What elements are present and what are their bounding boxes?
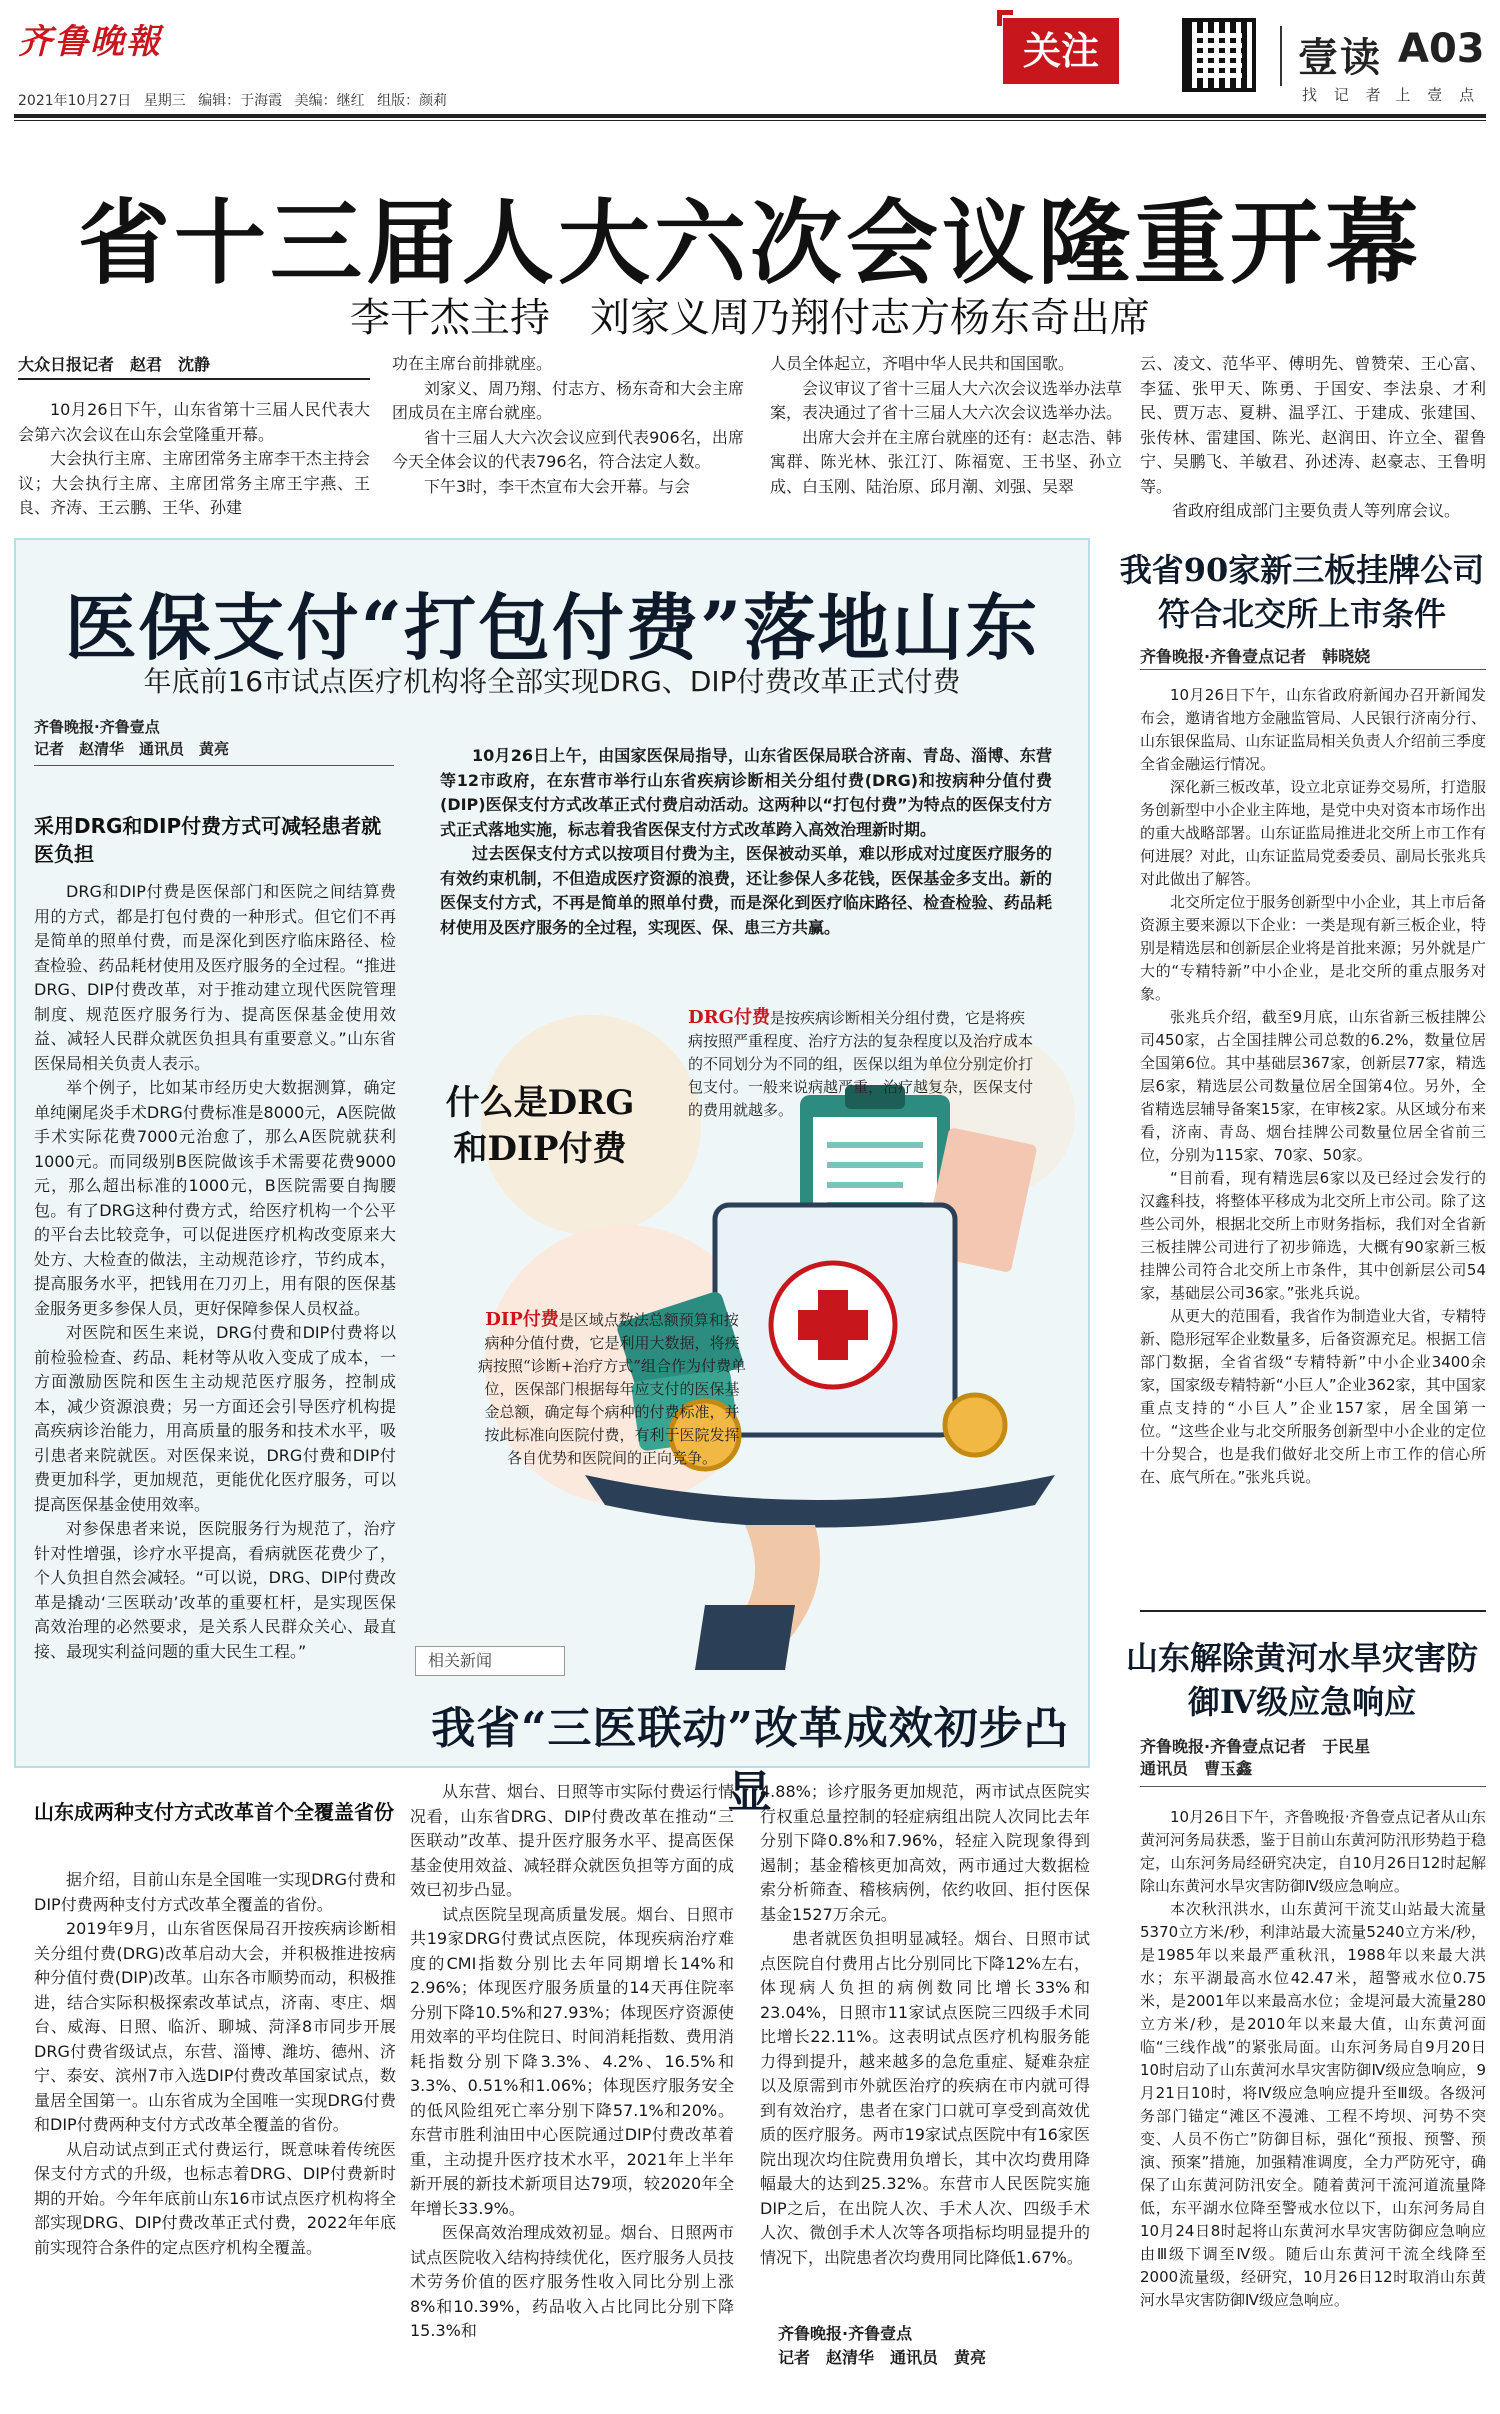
byline-outlet: 齐鲁晚报·齐鲁壹点 [34,718,160,736]
byline-rule [34,765,394,766]
drg-term: DRG付费 [688,1007,770,1028]
paragraph: 大会执行主席、主席团常务主席李干杰主持会议；大会执行主席、主席团常务主席王宇燕、王良、齐涛、王云鹏、王华、孙建 [18,449,370,517]
related-column-1 [410,1780,734,2406]
paragraph: DRG和DIP付费是医保部门和医院之间结算费用的方式，都是打包付费的一种形式。但它们不再是简单的照单付费，而是深化到医疗临床路径、检查检验、药品耗材使用及医疗服务的全过程。“推进DRG、DIP付费改革，对于推动建立现代医院管理制度、规范医疗服务行为、提高医保基金使用效益、减轻人民群众就医负担具有重要意义。”山东省医保局相关负责人表示。 [34,882,396,1073]
paragraph: 会议审议了省十三届人大六次会议选举办法草案，表决通过了省十三届人大六次会议选举办法。 [770,378,1122,422]
section-subhead: 山东成两种支付方式改革首个全覆盖省份 [34,1800,394,1824]
paragraph: 云、凌文、范华平、傅明先、曾赞荣、王心富、李猛、张甲天、陈勇、于国安、李法泉、才利民、贾万志、夏耕、温孚江、于建成、张建国、张传林、雷建国、陈光、赵润田、许立全、翟鲁宁、吴鹏飞、羊敏君、孙述涛、赵豪志、王鲁明等。 [1140,354,1486,496]
paragraph: 北交所定位于服务创新型中小企业，其上市后备资源主要来源以下企业：一类是现有新三板企业，特别是精选层和创新层企业将是首批来源；另外就是广大的“专精特新”中小企业，是北交所的重点服务对象。 [1140,893,1486,1003]
lead-column-1 [18,398,370,528]
qr-code-icon [1182,18,1256,92]
paragraph: 本次秋汛洪水，山东黄河干流艾山站最大流量5370立方米/秒，利津站最大流量5240立方米/秒，是1985年以来最严重秋汛，1988年以来最大洪水；东平湖最高水位42.47米，超警戒水位0.75米，是2001年以来最高水位；金堤河最大流量280立方米/秒，是2010年以来最大值，山东黄河面临“三线作战”的紧张局面。山东河务局自9月20日10时启动了山东黄河水旱灾害防御Ⅳ级应急响应，9月21日10时，将Ⅳ级应急响应提升至Ⅲ级。各级河务部门锚定“滩区不漫滩、工程不垮坝、河势不突变、人员不伤亡”防御目标，强化“预报、预警、预演、预案”措施，加强精准调度，全力严防死守，确保了山东黄河防汛安全。随着黄河干流河道流量降低，东平湖水位降至警戒水位以下，山东河务局自10月24日8时起将山东黄河水旱灾害防御应急响应由Ⅲ级下调至Ⅳ级。随后山东黄河干流全线降至2000流量级，经研究，10月26日12时取消山东黄河水旱灾害防御Ⅳ级应急响应。 [1140,1900,1486,2309]
byline-authors: 记者 赵清华 通讯员 黄亮 [778,2348,987,2367]
drg-definition [688,1006,1034,1122]
byline-authors: 通讯员 曹玉鑫 [1140,1759,1253,1778]
dip-definition [478,1308,746,1470]
sleeve [695,1605,795,1670]
byline-rule [18,378,370,380]
related-news-tag: 相关新闻 [415,1646,565,1676]
header-divider [1280,26,1282,86]
paragraph: 对参保患者来说，医院服务行为规范了，治疗针对性增强，诊疗水平提高，看病就医花费少了，个人负担自然会减轻。“可以说，DRG、DIP付费改革是撬动‘三医联动’改革的重要杠杆，是实现医保高效治理的必然要求，是关系人民群众关心、最直接、最现实利益问题的重大民生工程。” [34,1519,396,1661]
paragraph: 10月26日上午，由国家医保局指导，山东省医保局联合济南、青岛、淄博、东营等12市政府，在东营市举行山东省疾病诊断相关分组付费(DRG)和按病种分值付费(DIP)医保支付方式改革正式付费启动活动。这两种以“打包付费”为特点的医保支付方式正式落地实施，标志着我省医保支付方式改革跨入高效治理新时期。 [440,746,1052,839]
lead-subheadline: 李干杰主持 刘家义周乃翔付志方杨东奇出席 [350,295,1150,341]
paragraph: “目前看，现有精选层6家以及已经过会发行的汉鑫科技，将整体平移成为北交所上市公司。除了这些公司外，根据北交所上市财务指标，我们对全省新三板挂牌公司进行了初步筛选，大概有90家新三板挂牌公司符合北交所上市条件，其中创新层公司54家，基础层公司36家。”张兆兵说。 [1140,1169,1486,1302]
related-headline: 我省“三医联动”改革成效初步凸显 [431,1703,1069,1818]
reporter-tagline: 找 记 者 上 壹 点 [1302,86,1475,104]
paragraph: 10月26日下午，山东省政府新闻办召开新闻发布会，邀请省地方金融监管局、人民银行济南分行、山东银保监局、山东证监局相关负责人介绍前三季度全省金融运行情况。 [1140,686,1486,773]
paragraph: 举个例子，比如某市经历史大数据测算，确定单纯阑尾炎手术DRG付费标准是8000元，A医院做手术实际花费7000元治愈了，那么A医院就获利1000元。而同级别B医院做该手术需要花费9000元，那么超出标准的1000元，B医院需要自掏腰包。有了DRG这种付费方式，给医疗机构一个公平的平台去比较竞争，可以促进医疗机构改变原来大处方、大检查的做法，主动规范诊疗，节约成本，提高服务水平，把钱用在刀刃上，用有限的医保基金服务更多参保人员，更好保障参保人员权益。 [34,1078,396,1318]
follow-badge: 关注 [1003,18,1119,84]
issue-weekday: 星期三 [143,93,186,109]
lead-column-4 [1140,352,1486,528]
section-subhead: 采用DRG和DIP付费方式可减轻患者就医负担 [34,814,382,866]
explainer-question: 什么是DRG和DIP付费 [445,1083,635,1169]
proof-credit: 组版：颜莉 [377,93,448,109]
byline-authors: 记者 赵清华 通讯员 黄亮 [34,740,230,758]
paragraph: 深化新三板改革，设立北京证券交易所，打造服务创新型中小企业主阵地，是党中央对资本市场作出的重大战略部署。山东证监局推进北交所上市工作有何进展？对此，山东证监局党委委员、副局长张兆兵对此做出了解答。 [1140,778,1486,888]
issue-meta [18,90,447,110]
sidebar-body-2 [1140,1806,1486,2406]
byline-outlet: 齐鲁晚报·齐鲁壹点 [778,2324,913,2343]
feature-subheadline: 年底前16市试点医疗机构将全部实现DRG、DIP付费改革正式付费 [143,665,961,698]
section-name: 壹读 [1298,35,1382,81]
header-rule-thin [14,120,1486,121]
dip-term: DIP付费 [485,1309,559,1330]
paragraph: 2019年9月，山东省医保局召开按疾病诊断相关分组付费(DRG)改革启动大会，并积极推进按病种分值付费(DIP)改革。山东各市顺势而动，积极推进，结合实际积极探索改革试点，济南、枣庄、烟台、威海、日照、临沂、聊城、菏泽8市同步开展DRG付费省级试点，东营、淄博、潍坊、德州、济宁、泰安、滨州7市入选DIP付费改革国家试点，数量居全国第一。山东省成为全国唯一实现DRG付费和DIP付费两种支付方式改革全覆盖的省份。 [34,1919,396,2134]
feature-column-1 [34,880,396,1760]
lead-byline: 大众日报记者 赵君 沈静 [18,355,211,374]
feature-byline [34,716,229,760]
paragraph: 刘家义、周乃翔、付志方、杨东奇和大会主席团成员在主席台就座。 [392,378,744,422]
paragraph: 出席大会并在主席台就座的还有：赵志浩、韩寓群、陈光林、张江汀、陈福宽、王书坚、孙立成、白玉刚、陆治原、邱月潮、刘强、吴翠 [770,427,1122,496]
newspaper-logo: 齐鲁晚報 [18,22,162,62]
paragraph: 患者就医负担明显减轻。烟台、日照市试点医院自付费用占比分别同比下降12%左右，体现病人负担的病例数同比增长33%和23.04%，日照市11家试点医院三四级手术同比增长22.11%。这表明试点医疗机构服务能力得到提升，越来越多的急危重症、疑难杂症以及原需到市外就医治疗的疾病在市内就可得到有效治疗，患者在家门口就可享受到高效优质的医疗服务。两市19家试点医院中有16家医院出现次均住院费用负增长，其中次均费用降幅最大的达到25.32%。东营市人民医院实施DIP之后，在出院人次、手术人次、四级手术人次、微创手术人次等各项指标均明显提升的情况下，出院患者次均费用同比降低1.67%。 [760,1929,1090,2267]
paragraph: 功在主席台前排就座。 [392,354,553,373]
related-byline [778,2322,986,2370]
feature-column-2 [34,1868,396,2404]
lead-column-2 [392,352,744,528]
header-rule [14,114,1486,118]
paragraph: 下午3时，李干杰宣布大会开幕。与会 [424,476,691,496]
paragraph: 10月26日下午，山东省第十三届人民代表大会第六次会议在山东会堂隆重开幕。 [18,400,370,444]
sidebar-headline-1: 我省90家新三板挂牌公司符合北交所上市条件 [1119,551,1485,633]
feature-headline: 医保支付“打包付费”落地山东 [64,585,1040,670]
paragraph: 从更大的范围看，我省作为制造业大省，专精特新、隐形冠军企业数量多，后备资源充足。根据工信部门数据，全省省级“专精特新”中小企业3400余家，国家级专精特新“小巨人”企业362家，其中国家重点支持的“小巨人”企业157家，居全国第一位。“这些企业与北交所服务创新型中小企业的定位十分契合，也是我们做好北交所上市工作的信心所在、底气所在。”张兆兵说。 [1140,1307,1486,1486]
paragraph: 医保高效治理成效初显。烟台、日照两市试点医院收入结构持续优化，医疗服务人员技术劳务价值的医疗服务性收入同比分别上涨8%和10.39%，药品收入占比同比分别下降15.3%和 [410,2223,734,2340]
lead-headline: 省十三届人大六次会议隆重开幕 [77,189,1422,297]
issue-date: 2021年10月27日 [18,93,132,109]
paragraph: 对医院和医生来说，DRG付费和DIP付费将以前检验检查、药品、耗材等从收入变成了成本，一方面激励医院和医生主动规范医疗服务，控制成本，减少资源浪费；另一方面还会引导医疗机构提高疾病诊治能力，用高质量的服务和技术水平，吸引患者来院就医。对医保来说，DRG付费和DIP付费更加科学，更加规范，更能优化医疗服务，可以提高医保基金使用效率。 [34,1323,396,1514]
sidebar-byline-1: 齐鲁晚报·齐鲁壹点记者 韩晓娆 [1140,647,1371,666]
sidebar-headline-2: 山东解除黄河水旱灾害防御Ⅳ级应急响应 [1125,1639,1478,1721]
related-column-2 [760,1780,1090,2316]
editor-credit: 编辑：于海霞 [198,93,283,109]
paragraph: 试点医院呈现高质量发展。烟台、日照市共19家DRG付费试点医院，体现疾病治疗难度的CMI指数分别比去年同期增长14%和2.96%；体现医疗服务质量的14天再住院率分别下降10.5%和27.93%；体现医疗资源使用效率的平均住院日、时间消耗指数、费用消耗指数分别下降3.3%、4.2%、16.5%和3.3%、0.51%和1.06%；体现医疗服务安全的低风险组死亡率分别下降57.1%和20%。东营市胜利油田中心医院通过DIP付费改革着重，主动提升医疗技术水平，2021年上半年新开展的新技术新项目达79项，较2020年全年增长33.9%。 [410,1904,734,2218]
paragraph: 据介绍，目前山东是全国唯一实现DRG付费和DIP付费两种支付方式改革全覆盖的省份。 [34,1870,396,1914]
paragraph: 10月26日下午，齐鲁晚报·齐鲁壹点记者从山东黄河河务局获悉，鉴于目前山东黄河防汛形势趋于稳定，山东河务局经研究决定，自10月26日12时起解除山东黄河水旱灾害防御Ⅳ级应急响应。 [1140,1808,1486,1895]
lead-column-3 [770,352,1122,528]
designer-credit: 美编：继红 [294,93,365,109]
paragraph: 从启动试点到正式付费运行，既意味着传统医保支付方式的升级，也标志着DRG、DIP付费新时期的开始。今年年底前山东16市试点医疗机构将全部实现DRG、DIP付费改革正式付费，2022年年底前实现符合条件的定点医疗机构全覆盖。 [34,2139,396,2257]
paragraph: 4.88%；诊疗服务更加规范，两市试点医院实行权重总量控制的轻症病组出院人次同比去年分别下降0.8%和7.96%，轻症入院现象得到遏制；基金稽核更加高效，两市通过大数据检索分析筛查、稽核病例，依约收回、拒付医保基金1527万余元。 [760,1782,1090,1924]
sidebar-byline-2 [1140,1736,1370,1780]
byline-rule [1140,669,1486,670]
byline-outlet: 齐鲁晚报·齐鲁壹点记者 于民星 [1140,1737,1371,1756]
page-number: A03 [1398,26,1485,72]
paragraph: 张兆兵介绍，截至9月底，山东省新三板挂牌公司450家，占全国挂牌公司总数的6.2%，数量位居全国第6位。其中基础层367家，创新层77家，精选层6家，精选层公司数量位居全国第4位。另外，全省精选层辅导备案15家，在审核2家。从区域分布来看，济南、青岛、烟台挂牌公司数量位居全省前三位，分别为115家、70家、50家。 [1140,1008,1486,1164]
byline-rule [1140,1786,1486,1787]
paragraph: 省十三届人大六次会议应到代表906名，出席今天全体会议的代表796名，符合法定人数。 [392,427,744,471]
section-rule [1140,1610,1486,1612]
dip-definition-text: 是区域点数法总额预算和按病种分值付费，它是利用大数据，将疾病按照“诊断+治疗方式”组合作为付费单位，医保部门根据每年应支付的医保基金总额，确定每个病种的付费标准，并按此标准向医院付费，有利于医院发挥各自优势和医院间的正向竞争。 [478,1311,746,1467]
paragraph: 过去医保支付方式以按项目付费为主，医保被动买单，难以形成对过度医疗服务的有效约束机制，不但造成医疗资源的浪费，还让参保人多花钱，医保基金多支出。新的医保支付方式，不再是简单的照单付费，而是深化到医疗临床路径、检查检验、药品耗材使用及医疗服务的全过程，实现医、保、患三方共赢。 [440,844,1052,937]
paragraph: 从东营、烟台、日照等市实际付费运行情况看，山东省DRG、DIP付费改革在推动“三医联动”改革、提升医疗服务水平、提高医保基金使用效益、减轻群众就医负担等方面的成效已初步凸显。 [410,1782,734,1899]
drg-definition-text: 是按疾病诊断相关分组付费，它是将疾病按照严重程度、治疗方法的复杂程度以及治疗成本的不同划分为不同的组，医保以组为单位分别定价打包支付。一般来说病越严重，治疗越复杂，医保支付的费用就越多。 [688,1009,1034,1119]
feature-lead [440,744,1052,1000]
paragraph: 省政府组成部门主要负责人等列席会议。 [1172,501,1461,520]
paragraph: 人员全体起立，齐唱中华人民共和国国歌。 [770,354,1075,373]
sidebar-body-1 [1140,684,1486,1584]
